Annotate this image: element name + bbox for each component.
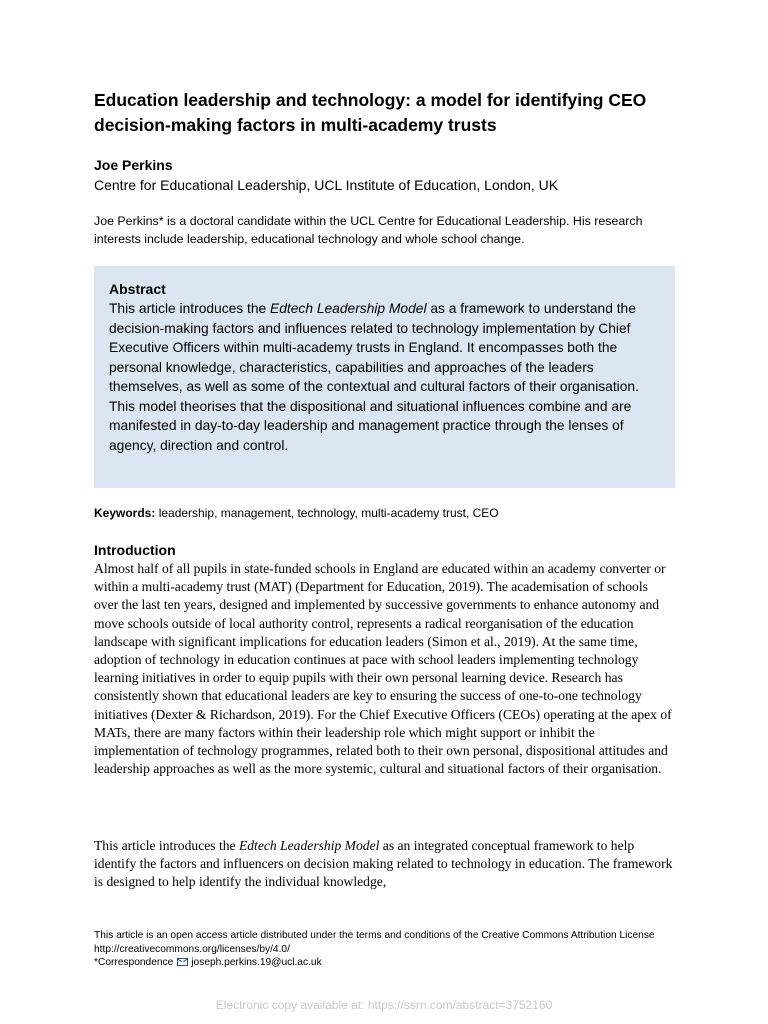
keywords — [94, 505, 694, 521]
intro-p2-start: This article introduces the — [94, 838, 239, 853]
abstract-heading: Abstract — [109, 281, 166, 297]
author-bio: Joe Perkins* is a doctoral candidate within the UCL Centre for Educational Leadership. His research interests include leadership, educational technology and whole school change. — [94, 214, 643, 246]
abstract-text-rest: as a framework to understand the decision-making factors and influences related to technology implementation by Chief Executive Officers within multi-academy trusts in England. It encompasses both the personal knowledge, characteristics, capabilities and approaches of the leaders themselves, as well as some of the contextual and cultural factors of their organisation. This model theorises that the dispositional and situational influences combine and are manifested in day-to-day leadership and management practice through the lenses of agency, direction and control. — [109, 301, 639, 453]
correspondence-email[interactable]: joseph.perkins.19@ucl.ac.uk — [191, 957, 322, 968]
author-affiliation: Centre for Educational Leadership, UCL Institute of Education, London, UK — [94, 177, 559, 193]
introduction-heading: Introduction — [94, 542, 176, 558]
ssrn-notice[interactable]: Electronic copy available at: https://ssrn.com/abstract=3752160 — [215, 998, 553, 1012]
license-notice: This article is an open access article distributed under the terms and conditions of the Creative Commons Attribution License http://creativecommons.org/licenses/by/4.0/ — [94, 930, 655, 955]
abstract-box — [94, 266, 675, 488]
intro-p2-model-name: Edtech Leadership Model — [238, 838, 380, 853]
introduction-paragraph-1: Almost half of all pupils in state-funded schools in England are educated within an academy converter or within a multi-academy trust (MAT) (Department for Education, 2019). The academisation of schools over the last ten years, designed and implemented by successive governments to enhance autonomy and move schools outside of local authority control, represents a radical reorganisation of the education landscape with significant implications for education leaders (Simon et al., 2019). At the same time, adoption of technology in education continues at pace with school leaders implementing technology learning initiatives in order to equip pupils with their own personal learning device. Research has consistently shown that educational leaders are key to ensuring the success of one-to-one technology initiatives (Dexter & Richardson, 2019). For the Chief Executive Officers (CEOs) operating at the apex of MATs, there are many factors within their leadership role which might support or inhibit the implementation of technology programmes, related both to their own personal, dispositional attitudes and leadership approaches as well as the more systemic, cultural and situational factors of their organisation. — [94, 561, 672, 777]
intro-p2-rest: as an integrated conceptual framework to help identify the factors and influencers on decision making related to technology in education. The framework is designed to help identify the individual knowledge, — [94, 838, 673, 890]
abstract-model-name: Edtech Leadership Model — [270, 301, 427, 316]
correspondence-line — [94, 956, 694, 970]
author-name: Joe Perkins — [94, 157, 173, 173]
envelope-icon — [177, 958, 188, 966]
article-title: Education leadership and technology: a model for identifying CEO decision-making factors in multi-academy trusts — [94, 90, 647, 135]
keywords-label: Keywords: — [94, 506, 156, 520]
correspondence-label: *Correspondence — [94, 957, 174, 968]
keywords-text: leadership, management, technology, multi-academy trust, CEO — [155, 506, 499, 520]
footnote — [94, 929, 694, 970]
introduction-paragraph-2 — [94, 837, 674, 892]
abstract-text — [109, 299, 661, 455]
abstract-text-start: This article introduces the — [109, 301, 271, 316]
